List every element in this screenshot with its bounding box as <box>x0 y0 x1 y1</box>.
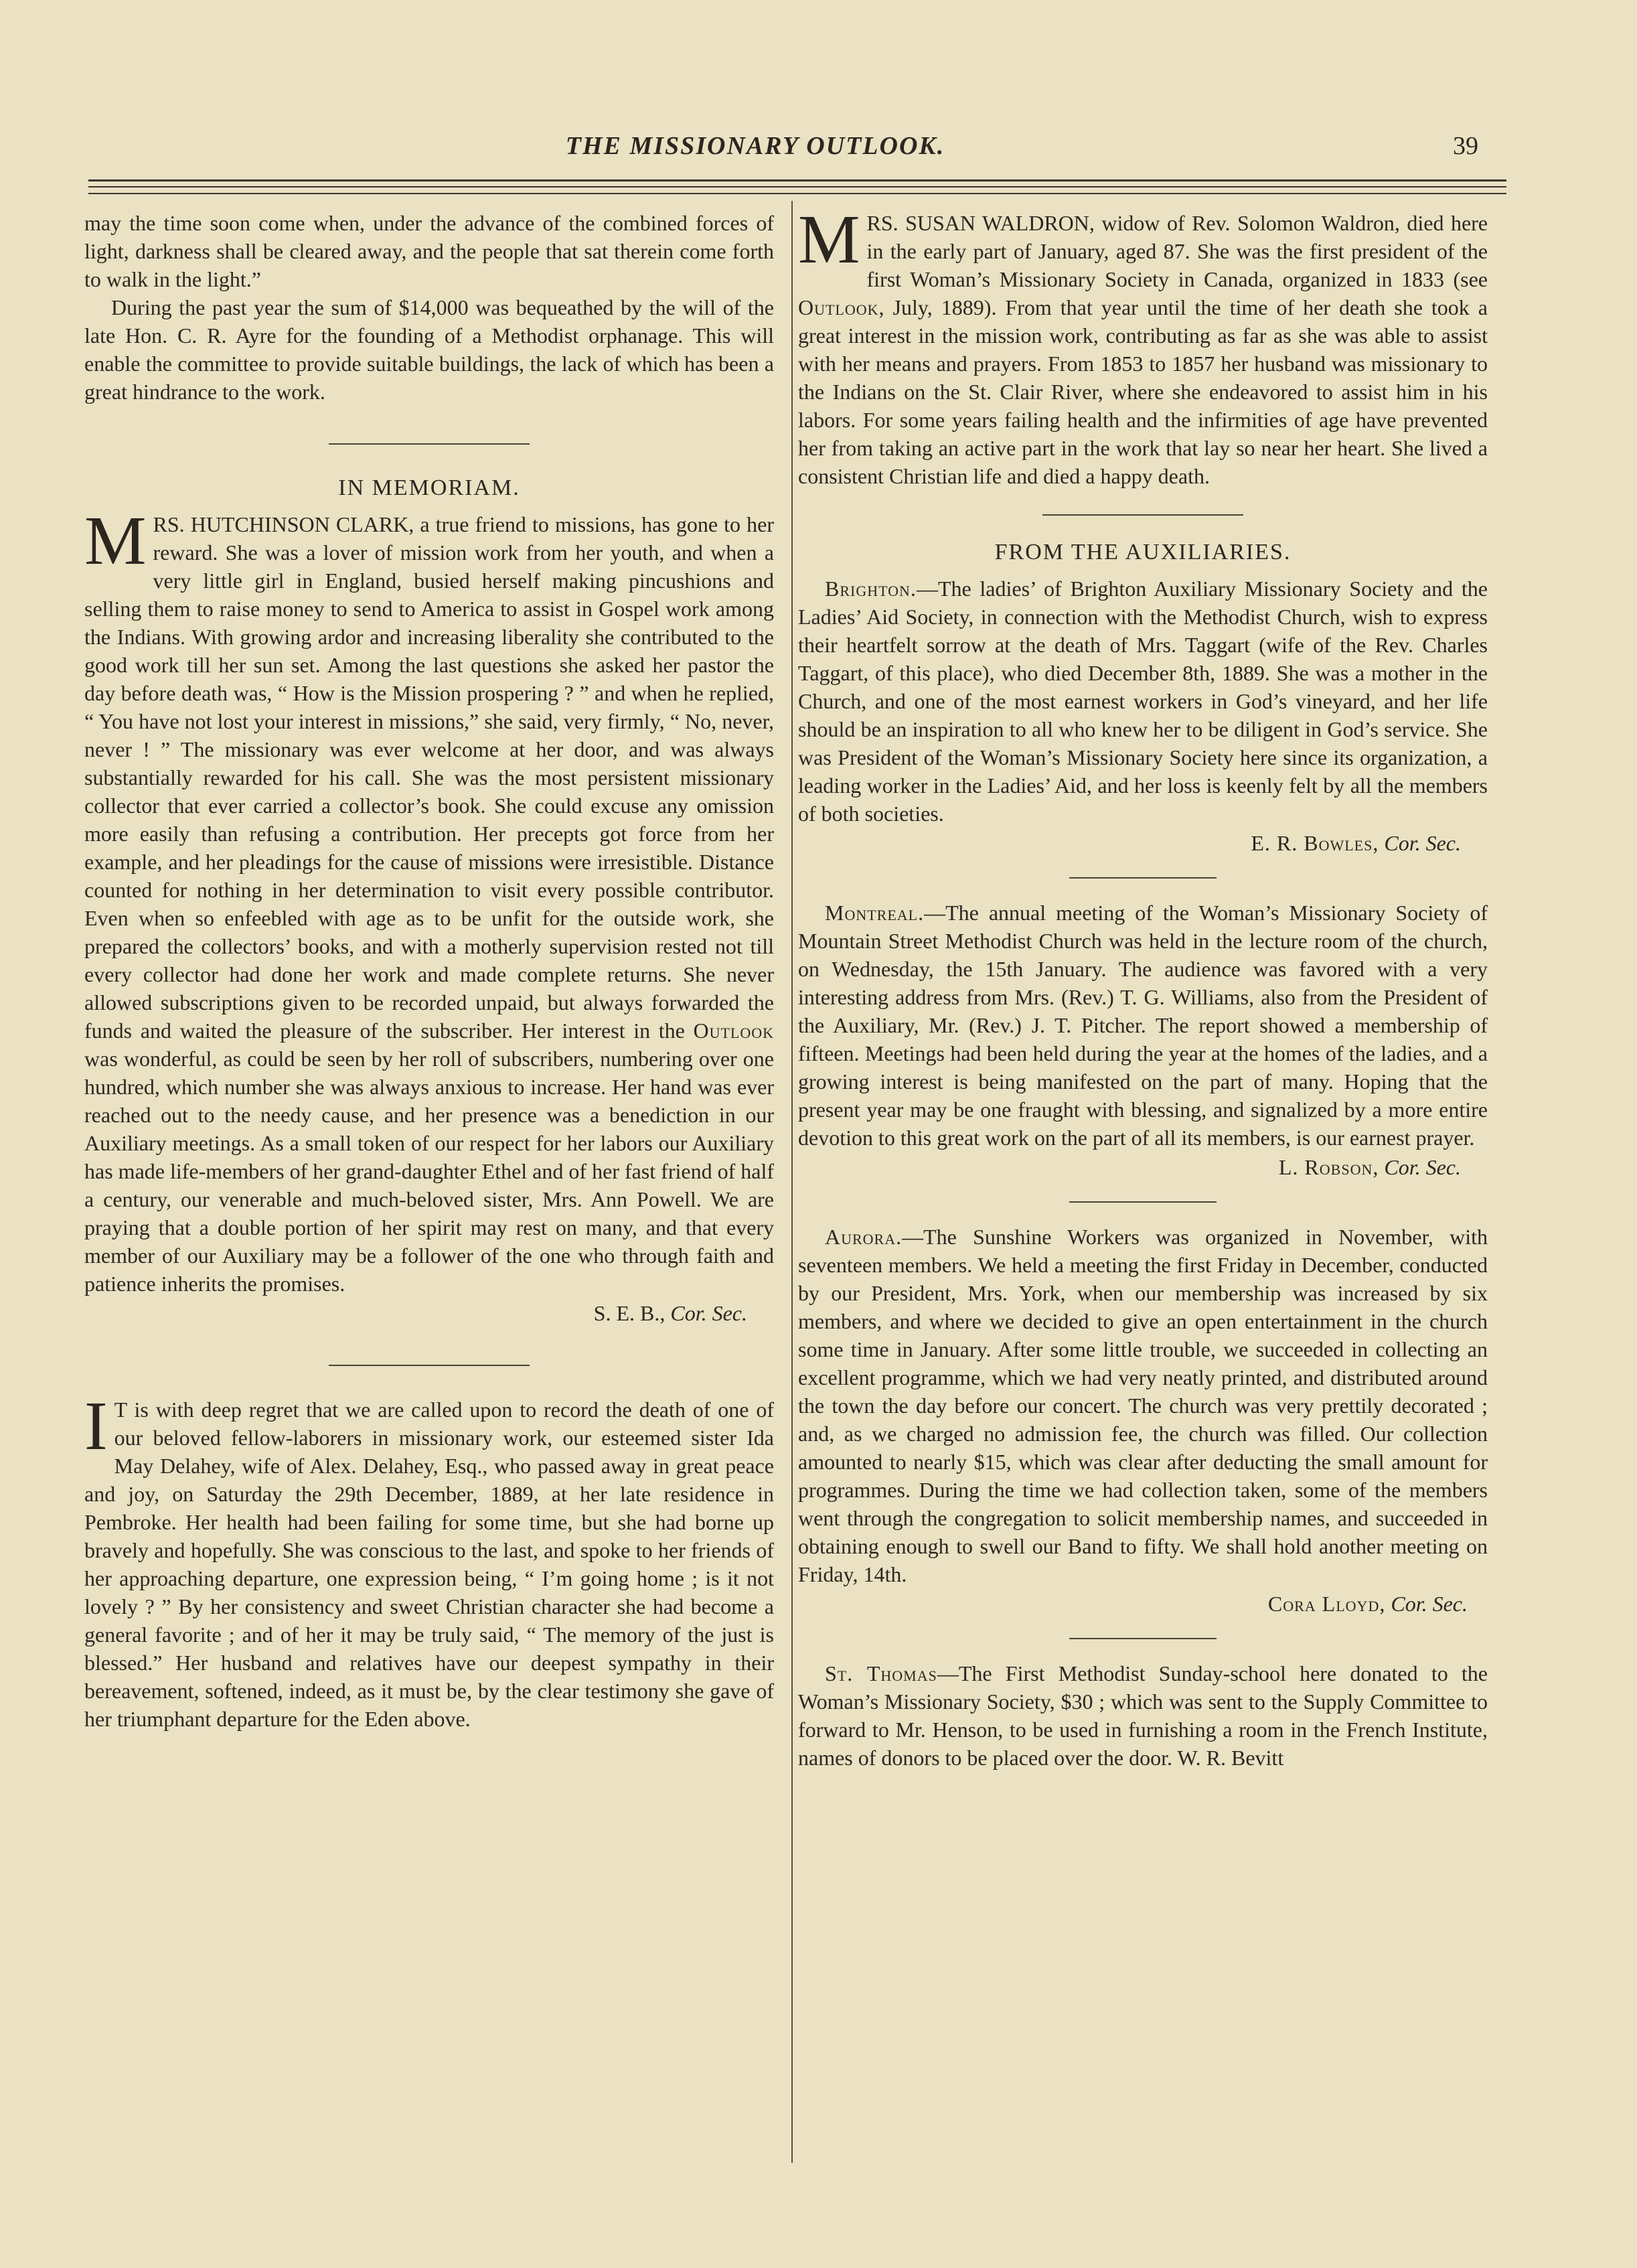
montreal-report <box>798 899 1488 1152</box>
clark-text: a true friend to missions, has gone to her reward. She was a lover of mission work from her youth, and when a very little girl in England, busied herself making pincushions and selling them to raise money to send to America to assist in Gospel work among the Indians. With growing ardor and increasing liberality she contributed to the good work till her sun set. Among the last questions she asked her pastor the day before death was, “ How is the Mission prospering ? ” and when he replied, “ You have not lost your interest in missions,” she said, very firmly, “ No, never, never ! ” The missionary was ever welcome at her door, and was always substantially rewarded for his call. She was the most persistent missionary collector that ever carried a collector’s book. She could excuse any omission more easily than refusing a contribution. Her precepts got force from her example, and her pleadings for the cause of missions were irresistible. Distance counted for nothing in her determination to visit every possible contributor. Even when so enfeebled with age as to be unfit for the outside work, she prepared the collectors’ books, and with a motherly supervision rested not till every collector had done her work and made complete returns. She never allowed subscriptions given to be recorded unpaid, but always forwarded the funds and waited the pleasure of the subscriber. Her interest in the <box>84 512 774 1043</box>
clark-signature-title: Cor. Sec. <box>670 1301 747 1325</box>
aurora-signature-title: Cor. Sec. <box>1391 1592 1468 1616</box>
section-divider <box>329 1365 530 1366</box>
clark-signature <box>84 1299 774 1327</box>
column-divider <box>791 201 793 2163</box>
montreal-text: —The annual meeting of the Woman’s Missionary Society of Mountain Street Methodist Church was held in the lecture room of the church, on Wednesday, the 15th January. The audience was favored with a very interesting address from Mrs. (Rev.) T. G. Williams, also from the President of the Auxiliary, Mr. (Rev.) J. T. Pitcher. The report showed a membership of fifteen. Meetings had been held during the year at the homes of the ladies, and a growing interest is being manifested on the part of many. Hoping that the present year may be one fraught with blessing, and signalized by a more entire devotion to this great work on the part of all its members, is our earnest prayer. <box>798 901 1488 1150</box>
section-divider <box>1069 877 1217 879</box>
page-header <box>86 126 1505 166</box>
auxiliaries-heading: FROM THE AUXILIARIES. <box>994 540 1292 564</box>
page-number: 39 <box>1453 132 1478 160</box>
memoriam-heading: IN MEMORIAM. <box>338 475 520 500</box>
brighton-signature-title: Cor. Sec. <box>1384 831 1461 855</box>
clark-obituary <box>84 502 774 1298</box>
montreal-signature <box>798 1153 1488 1181</box>
waldron-text: RS. SUSAN WALDRON, widow of Rev. Solomon Waldron, died here in the early part of January, aged 87. She was the first president of the first Woman’s Missionary Society in Canada, organized in 1833 (see <box>866 211 1488 291</box>
aurora-place: Aurora. <box>825 1225 903 1249</box>
st-thomas-text: —The First Methodist Sunday-school here donated to the Woman’s Missionary Society, $30 ; which was sent to the Supply Committee to forward to Mr. Henson, to be used in furnishing a room in the French Institute, names of donors to be placed over the door. W. R. Bevitt <box>798 1661 1488 1770</box>
aurora-report <box>798 1223 1488 1588</box>
brighton-signature <box>798 829 1488 857</box>
running-title: THE MISSIONARY OUTLOOK. <box>565 132 945 160</box>
delahey-text: T is with deep regret that we are called upon to record the death of one of our beloved fellow-laborers in missionary work, our esteemed sister Ida May Delahey, wife of Alex. Delahey, Esq., who passed away in great peace and joy, on Saturday the 29th December, 1889, at her late residence in Pembroke. Her health had been failing for some time, but she had borne up bravely and hopefully. She was conscious to the last, and spoke to her friends of her approaching departure, one expression being, “ I’m going home ; is it not lovely ? ” By her consistency and sweet Christian character she had become a general favorite ; and of her it may be truly said, “ The memory of the just is blessed.” Her husband and relatives have our deepest sympathy in their bereavement, softened, indeed, as it must be, by the clear testimony she gave of her triumphant departure for the Eden above. <box>84 1397 774 1731</box>
outlook-name: Outlook <box>798 295 879 319</box>
section-divider <box>1069 1638 1217 1639</box>
clark-text-continued: was wonderful, as could be seen by her roll of subscribers, numbering over one hundred, which number she was always anxious to increase. Her hand was ever reached out to the needy cause, and her presence was a benediction in our Auxiliary meetings. As a small token of our respect for her labors our Auxiliary has made life-members of her grand-daughter Ethel and of her fast friend of half a century, our venerable and much-beloved sister, Mrs. Ann Powell. We are praying that a double portion of her spirit may rest on many, and that every member of our Auxiliary may be a follower of the one who through faith and patience inherits the promises. <box>84 1047 774 1296</box>
waldron-obituary <box>798 201 1488 490</box>
st-thomas-place: St. Thomas <box>825 1661 937 1685</box>
section-divider <box>1069 1201 1217 1203</box>
header-rule-bottom <box>88 193 1506 194</box>
brighton-text: —The ladies’ of Brighton Auxiliary Missionary Society and the Ladies’ Aid Society, in connection with the Methodist Church, wish to express their heartfelt sorrow at the death of Mrs. Taggart (wife of the Rev. Charles Taggart, of this place), who died December 8th, 1889. She was a mother in the Church, and one of the most earnest workers in God’s vineyard, and her life should be an inspiration to all who knew her to be diligent in God’s service. She was President of the Woman’s Missionary Society here since its organization, a leading worker in the Ladies’ Aid, and her loss is keenly felt by all the members of both societies. <box>798 577 1488 826</box>
aurora-signature-name: Cora Lloyd, <box>1267 1592 1386 1616</box>
clark-signature-name: S. E. B., <box>593 1301 666 1325</box>
brighton-place: Brighton. <box>825 577 917 601</box>
bequest-paragraph: During the past year the sum of $14,000 was bequeathed by the will of the late Hon. C. R. Ayre for the founding of a Methodist orphanage. This will enable the committee to provide suitable buildings, the lack of which has been a great hindrance to the work. <box>84 295 774 404</box>
brighton-report <box>798 575 1488 828</box>
section-divider <box>1042 514 1243 516</box>
aurora-signature <box>798 1590 1488 1618</box>
outlook-name: Outlook <box>693 1018 774 1043</box>
delahey-obituary <box>84 1387 774 1733</box>
section-divider <box>329 443 530 445</box>
st-thomas-report <box>798 1659 1488 1772</box>
clark-lead: RS. HUTCHINSON CLARK, <box>153 512 414 536</box>
header-rule-top <box>88 179 1506 181</box>
drop-cap: I <box>84 1387 108 1464</box>
header-rule-middle <box>88 186 1506 187</box>
drop-cap: M <box>798 201 860 278</box>
intro-paragraph: may the time soon come when, under the advance of the combined forces of light, darkness shall be cleared away, and the people that sat therein come forth to walk in the light.” <box>84 211 774 291</box>
right-column <box>798 201 1488 1772</box>
montreal-signature-name: L. Robson, <box>1278 1155 1379 1179</box>
drop-cap: M <box>84 502 147 579</box>
aurora-text: —The Sunshine Workers was organized in November, with seventeen members. We held a meeting the first Friday in December, conducted by our President, Mrs. York, when our membership was increased by six members, and where we decided to give an open entertainment in the church some time in January. After some little trouble, we succeeded in collecting an excellent programme, which we had very neatly printed, and distributed around the town the day before our concert. The church was very prettily decorated ; and, as we charged no admission fee, the church was filled. Our collection amounted to nearly $15, which was clear after deducting the small amount for programmes. During the time we had collection taken, some of the members went through the congregation to solicit membership names, and succeeded in obtaining enough to swell our Band to fifty. We shall hold another meeting on Friday, 14th. <box>798 1225 1488 1586</box>
montreal-signature-title: Cor. Sec. <box>1384 1155 1461 1179</box>
montreal-place: Montreal. <box>825 901 925 925</box>
left-column <box>84 209 774 1733</box>
brighton-signature-name: E. R. Bowles, <box>1251 831 1379 855</box>
waldron-text-continued: , July, 1889). From that year until the time of her death she took a great interest in the mission work, contributing as far as she was able to assist with her means and prayers. From 1853 to 1857 her husband was missionary to the Indians on the St. Clair River, where she endeavored to assist him in his labors. For some years failing health and the infirmities of age have prevented her from taking an active part in the work that lay so near her heart. She lived a consistent Christian life and died a happy death. <box>798 295 1488 488</box>
